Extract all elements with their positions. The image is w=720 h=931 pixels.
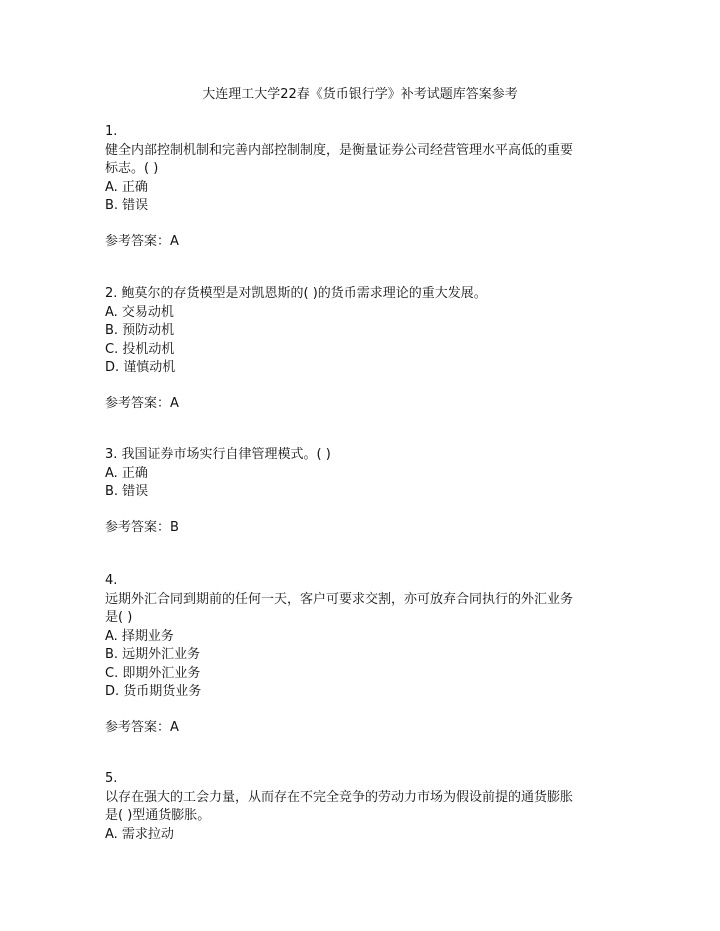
question-text: 3. 我国证券市场实行自律管理模式。( ) bbox=[105, 447, 331, 462]
option-b: B. 错误 bbox=[105, 198, 149, 213]
question-text: 以存在强大的工会力量，从而存在不完全竞争的劳动力市场为假设前提的通货膨胀 bbox=[105, 789, 574, 805]
question-text: 标志。( ) bbox=[105, 161, 159, 176]
document-title: 大连理工大学22春《货币银行学》补考试题库答案参考 bbox=[202, 87, 518, 102]
option-b: B. 错误 bbox=[105, 484, 149, 499]
option-d: D. 货币期货业务 bbox=[105, 684, 202, 699]
question-text: 健全内部控制机制和完善内部控制制度，是衡量证券公司经营管理水平高低的重要 bbox=[105, 142, 574, 158]
question-text: 2. 鲍莫尔的存货模型是对凯恩斯的( )的货币需求理论的重大发展。 bbox=[105, 286, 487, 301]
question-text: 是( ) bbox=[105, 610, 133, 625]
question-number: 4. bbox=[105, 573, 118, 588]
answer: 参考答案：A bbox=[105, 395, 179, 411]
option-c: C. 投机动机 bbox=[105, 341, 175, 357]
option-d: D. 谨慎动机 bbox=[105, 360, 176, 375]
question-number: 1. bbox=[105, 124, 118, 139]
question-text: 是( )型通货膨胀。 bbox=[105, 808, 211, 823]
option-b: B. 远期外汇业务 bbox=[105, 647, 201, 662]
option-c: C. 即期外汇业务 bbox=[105, 665, 201, 681]
answer: 参考答案：A bbox=[105, 719, 179, 735]
option-b: B. 预防动机 bbox=[105, 323, 175, 338]
option-a: A. 正确 bbox=[105, 179, 148, 195]
answer: 参考答案：A bbox=[105, 233, 179, 249]
question-4 bbox=[105, 572, 625, 737]
option-a: A. 择期业务 bbox=[105, 628, 174, 644]
question-3 bbox=[105, 446, 625, 537]
question-text: 远期外汇合同到期前的任何一天，客户可要求交割，亦可放弃合同执行的外汇业务 bbox=[105, 591, 574, 607]
option-a: A. 正确 bbox=[105, 465, 148, 481]
question-2 bbox=[105, 285, 625, 413]
option-a: A. 交易动机 bbox=[105, 304, 174, 320]
option-a: A. 需求拉动 bbox=[105, 826, 174, 842]
answer: 参考答案：B bbox=[105, 519, 179, 535]
question-1 bbox=[105, 123, 625, 251]
question-5 bbox=[105, 770, 625, 844]
question-number: 5. bbox=[105, 771, 118, 786]
